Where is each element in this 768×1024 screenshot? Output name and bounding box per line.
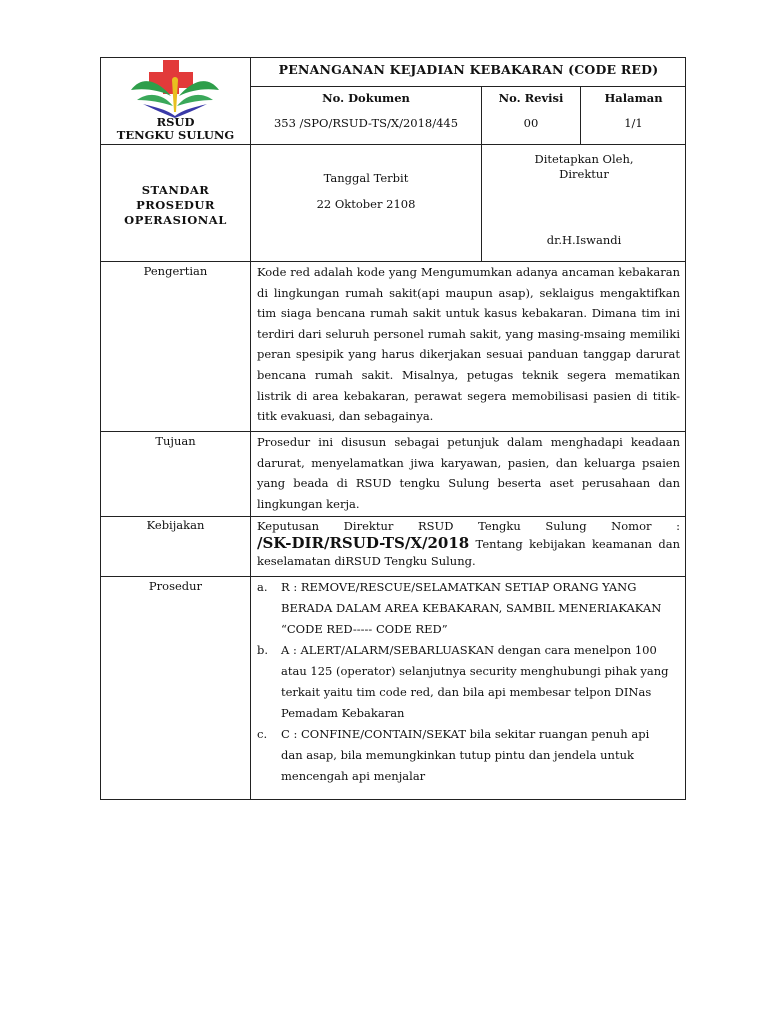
no-revisi-value: 00	[523, 116, 539, 130]
hospital-logo	[125, 60, 225, 118]
prosedur-marker: b.	[257, 643, 269, 657]
pengertian-text: Kode red adalah kode yang Mengumumkan adanya ancaman kebakaran di lingkungan rumah sakit(api maupun asap), seklaigus mengaktifkan tim siaga bencana rumah sakit untuk kasus kebakaran. Dimana tim ini terdiri dari seluruh personel rumah sakit, yang masing-msaing memiliki peran spesipik yang harus dikerjakan sesuai panduan tanggap darurat bencana rumah sakit. Misalnya, petugas teknik segera mematikan listrik di area kebakaran, perawat segera memobilisasi pasien di titik-titk evakuasi, dan sebagainya.	[257, 265, 680, 424]
prosedur-marker: c.	[257, 727, 268, 741]
prosedur-label: Prosedur	[148, 579, 203, 593]
title-row-divider	[250, 86, 686, 87]
pengertian-label: Pengertian	[143, 264, 208, 278]
spo-label-line1: STANDAR	[141, 183, 210, 197]
hospital-name-line2: TENGKU SULUNG	[116, 128, 235, 142]
prosedur-marker: a.	[257, 580, 268, 594]
prosedur-item-b	[257, 640, 673, 724]
document-title: PENANGANAN KEJADIAN KEBAKARAN (CODE RED)	[278, 62, 659, 77]
prosedur-text: A : ALERT/ALARM/SEBARLUASKAN dengan cara menelpon 100 atau 125 (operator) selanjutnya security menghubungi pihak yang terkait yaitu tim code red, dan bila api membesar telpon DINas Pemadam Kebakaran	[281, 643, 669, 720]
header-row-divider	[101, 144, 686, 145]
tanggal-terbit-value: 22 Oktober 2108	[316, 197, 416, 211]
spo-label-line2: PROSEDUR	[136, 198, 215, 212]
ditetapkan-line2: Direktur	[559, 167, 609, 181]
kebijakan-line2: Tentang kebijakan keamanan dan keselamatan diRSUD Tengku Sulung.	[257, 537, 680, 568]
signatory-name: dr.H.Iswandi	[546, 233, 622, 247]
hospital-name-line1: RSUD	[156, 115, 195, 129]
halaman-value: 1/1	[624, 116, 643, 130]
ditetapkan-block	[482, 152, 686, 182]
kebijakan-text	[257, 518, 680, 570]
ditetapkan-line1: Ditetapkan Oleh,	[534, 152, 634, 166]
tujuan-label: Tujuan	[155, 434, 196, 448]
prosedur-item-a	[257, 577, 673, 640]
spo-label-line3: OPERASIONAL	[124, 213, 227, 227]
kebijakan-label: Kebijakan	[146, 518, 205, 532]
prosedur-item-c	[257, 724, 673, 787]
prosedur-text: C : CONFINE/CONTAIN/SEKAT bila sekitar ruangan penuh api dan asap, bila memungkinkan tutup pintu dan jendela untuk mencengah api menjalar	[281, 727, 650, 783]
hospital-name	[101, 116, 250, 142]
logo-cell	[101, 58, 250, 144]
kebijakan-number: /SK-DIR/RSUD-TS/X/2018	[257, 534, 470, 552]
sop-table	[100, 57, 686, 800]
prosedur-list	[257, 577, 673, 787]
no-dokumen-label: No. Dokumen	[322, 91, 410, 105]
tujuan-row-divider	[101, 516, 686, 517]
no-revisi-label: No. Revisi	[498, 91, 564, 105]
spo-label	[101, 183, 250, 228]
halaman-label: Halaman	[604, 91, 663, 105]
tanggal-terbit-label: Tanggal Terbit	[323, 171, 409, 185]
prosedur-text: R : REMOVE/RESCUE/SELAMATKAN SETIAP ORANG YANG BERADA DALAM AREA KEBAKARAN, SAMBIL MENERIAKAKAN “CODE RED----- CODE RED”	[281, 580, 662, 636]
tujuan-text: Prosedur ini disusun sebagai petunjuk dalam menghadapi keadaan darurat, menyelamatkan jiwa karyawan, pasien, dan keluarga psaien yang beada di RSUD tengku Sulung beserta aset perusahaan dan lingkungan kerja.	[257, 435, 680, 511]
column-divider-main	[250, 58, 251, 800]
no-dokumen-value: 353 /SPO/RSUD-TS/X/2018/445	[273, 116, 459, 130]
kebijakan-line1: Keputusan Direktur RSUD Tengku Sulung Nomor :	[257, 519, 680, 533]
